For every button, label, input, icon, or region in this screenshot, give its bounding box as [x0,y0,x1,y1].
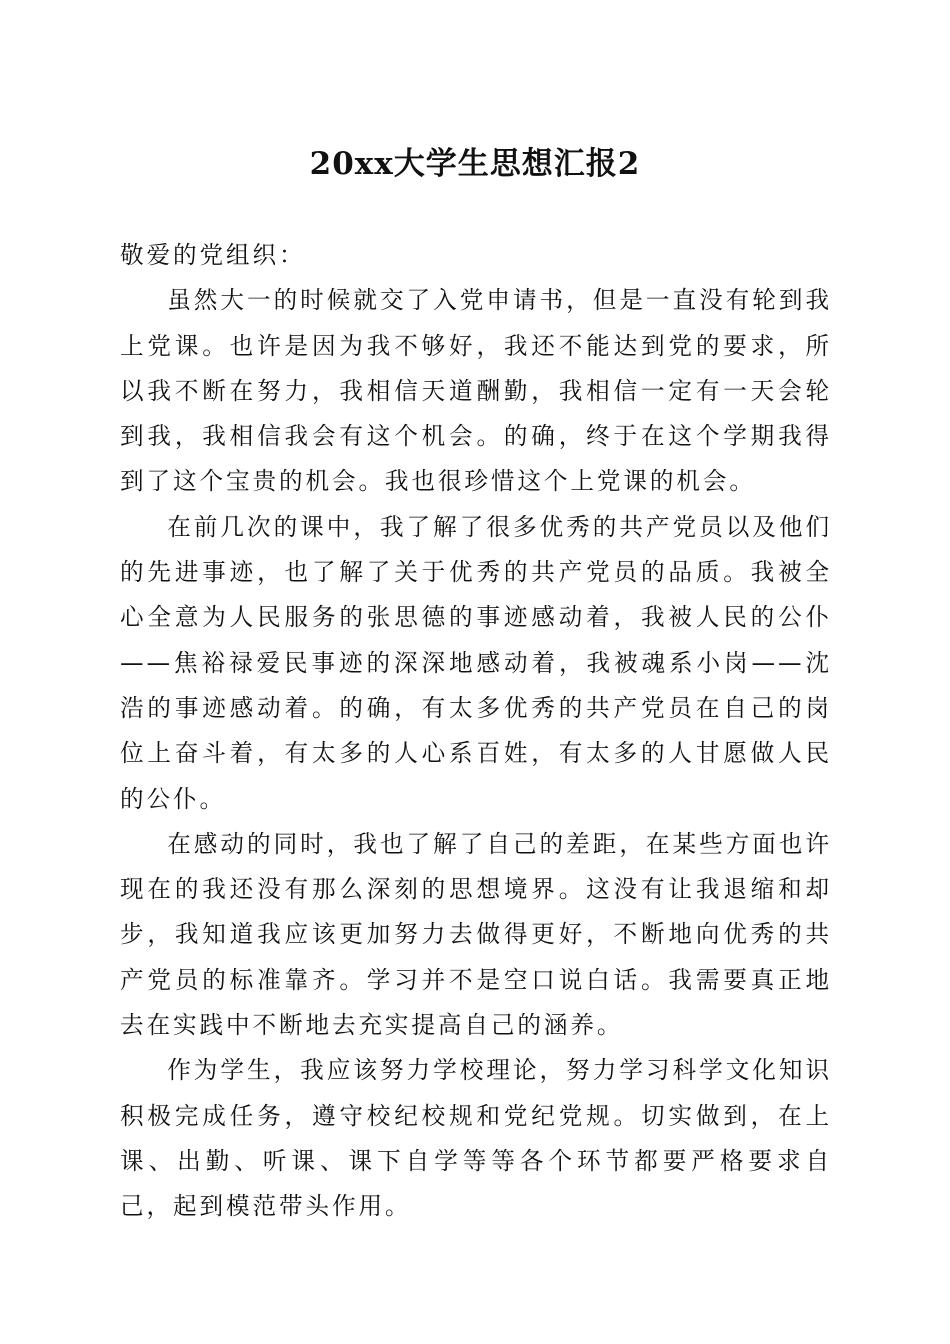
paragraph-3: 在感动的同时，我也了解了自己的差距，在某些方面也许现在的我还没有那么深刻的思想境界。这没有让我退缩和却步，我知道我应该更加努力去做得更好，不断地向优秀的共产党员的标准靠齐。学习并不是空口说白话。我需要真正地去在实践中不断地去充实提高自己的涵养。 [120,829,832,1040]
paragraph-2: 在前几次的课中，我了解了很多优秀的共产党员以及他们的先进事迹，也了解了关于优秀的共产党员的品质。我被全心全意为人民服务的张思德的事迹感动着，我被人民的公仆——焦裕禄爱民事迹的深深地感动着，我被魂系小岗——沈浩的事迹感动着。的确，有太多优秀的共产党员在自己的岗位上奋斗着，有太多的人心系百姓，有太多的人甘愿做人民的公仆。 [120,512,832,813]
document-title: 20xx大学生思想汇报2 [309,146,641,182]
paragraph-4: 作为学生，我应该努力学校理论，努力学习科学文化知识积极完成任务，遵守校纪校规和党纪党规。切实做到，在上课、出勤、听课、课下自学等等各个环节都要严格要求自己，起到模范带头作用。 [120,1056,832,1221]
salutation: 敬爱的党组织： [120,241,306,269]
paragraph-1: 虽然大一的时候就交了入党申请书，但是一直没有轮到我上党课。也许是因为我不够好，我还不能达到党的要求，所以我不断在努力，我相信天道酬勤，我相信一定有一天会轮到我，我相信我会有这个机会。的确，终于在这个学期我得到了这个宝贵的机会。我也很珍惜这个上党课的机会。 [120,286,832,496]
document-body [120,233,832,1230]
